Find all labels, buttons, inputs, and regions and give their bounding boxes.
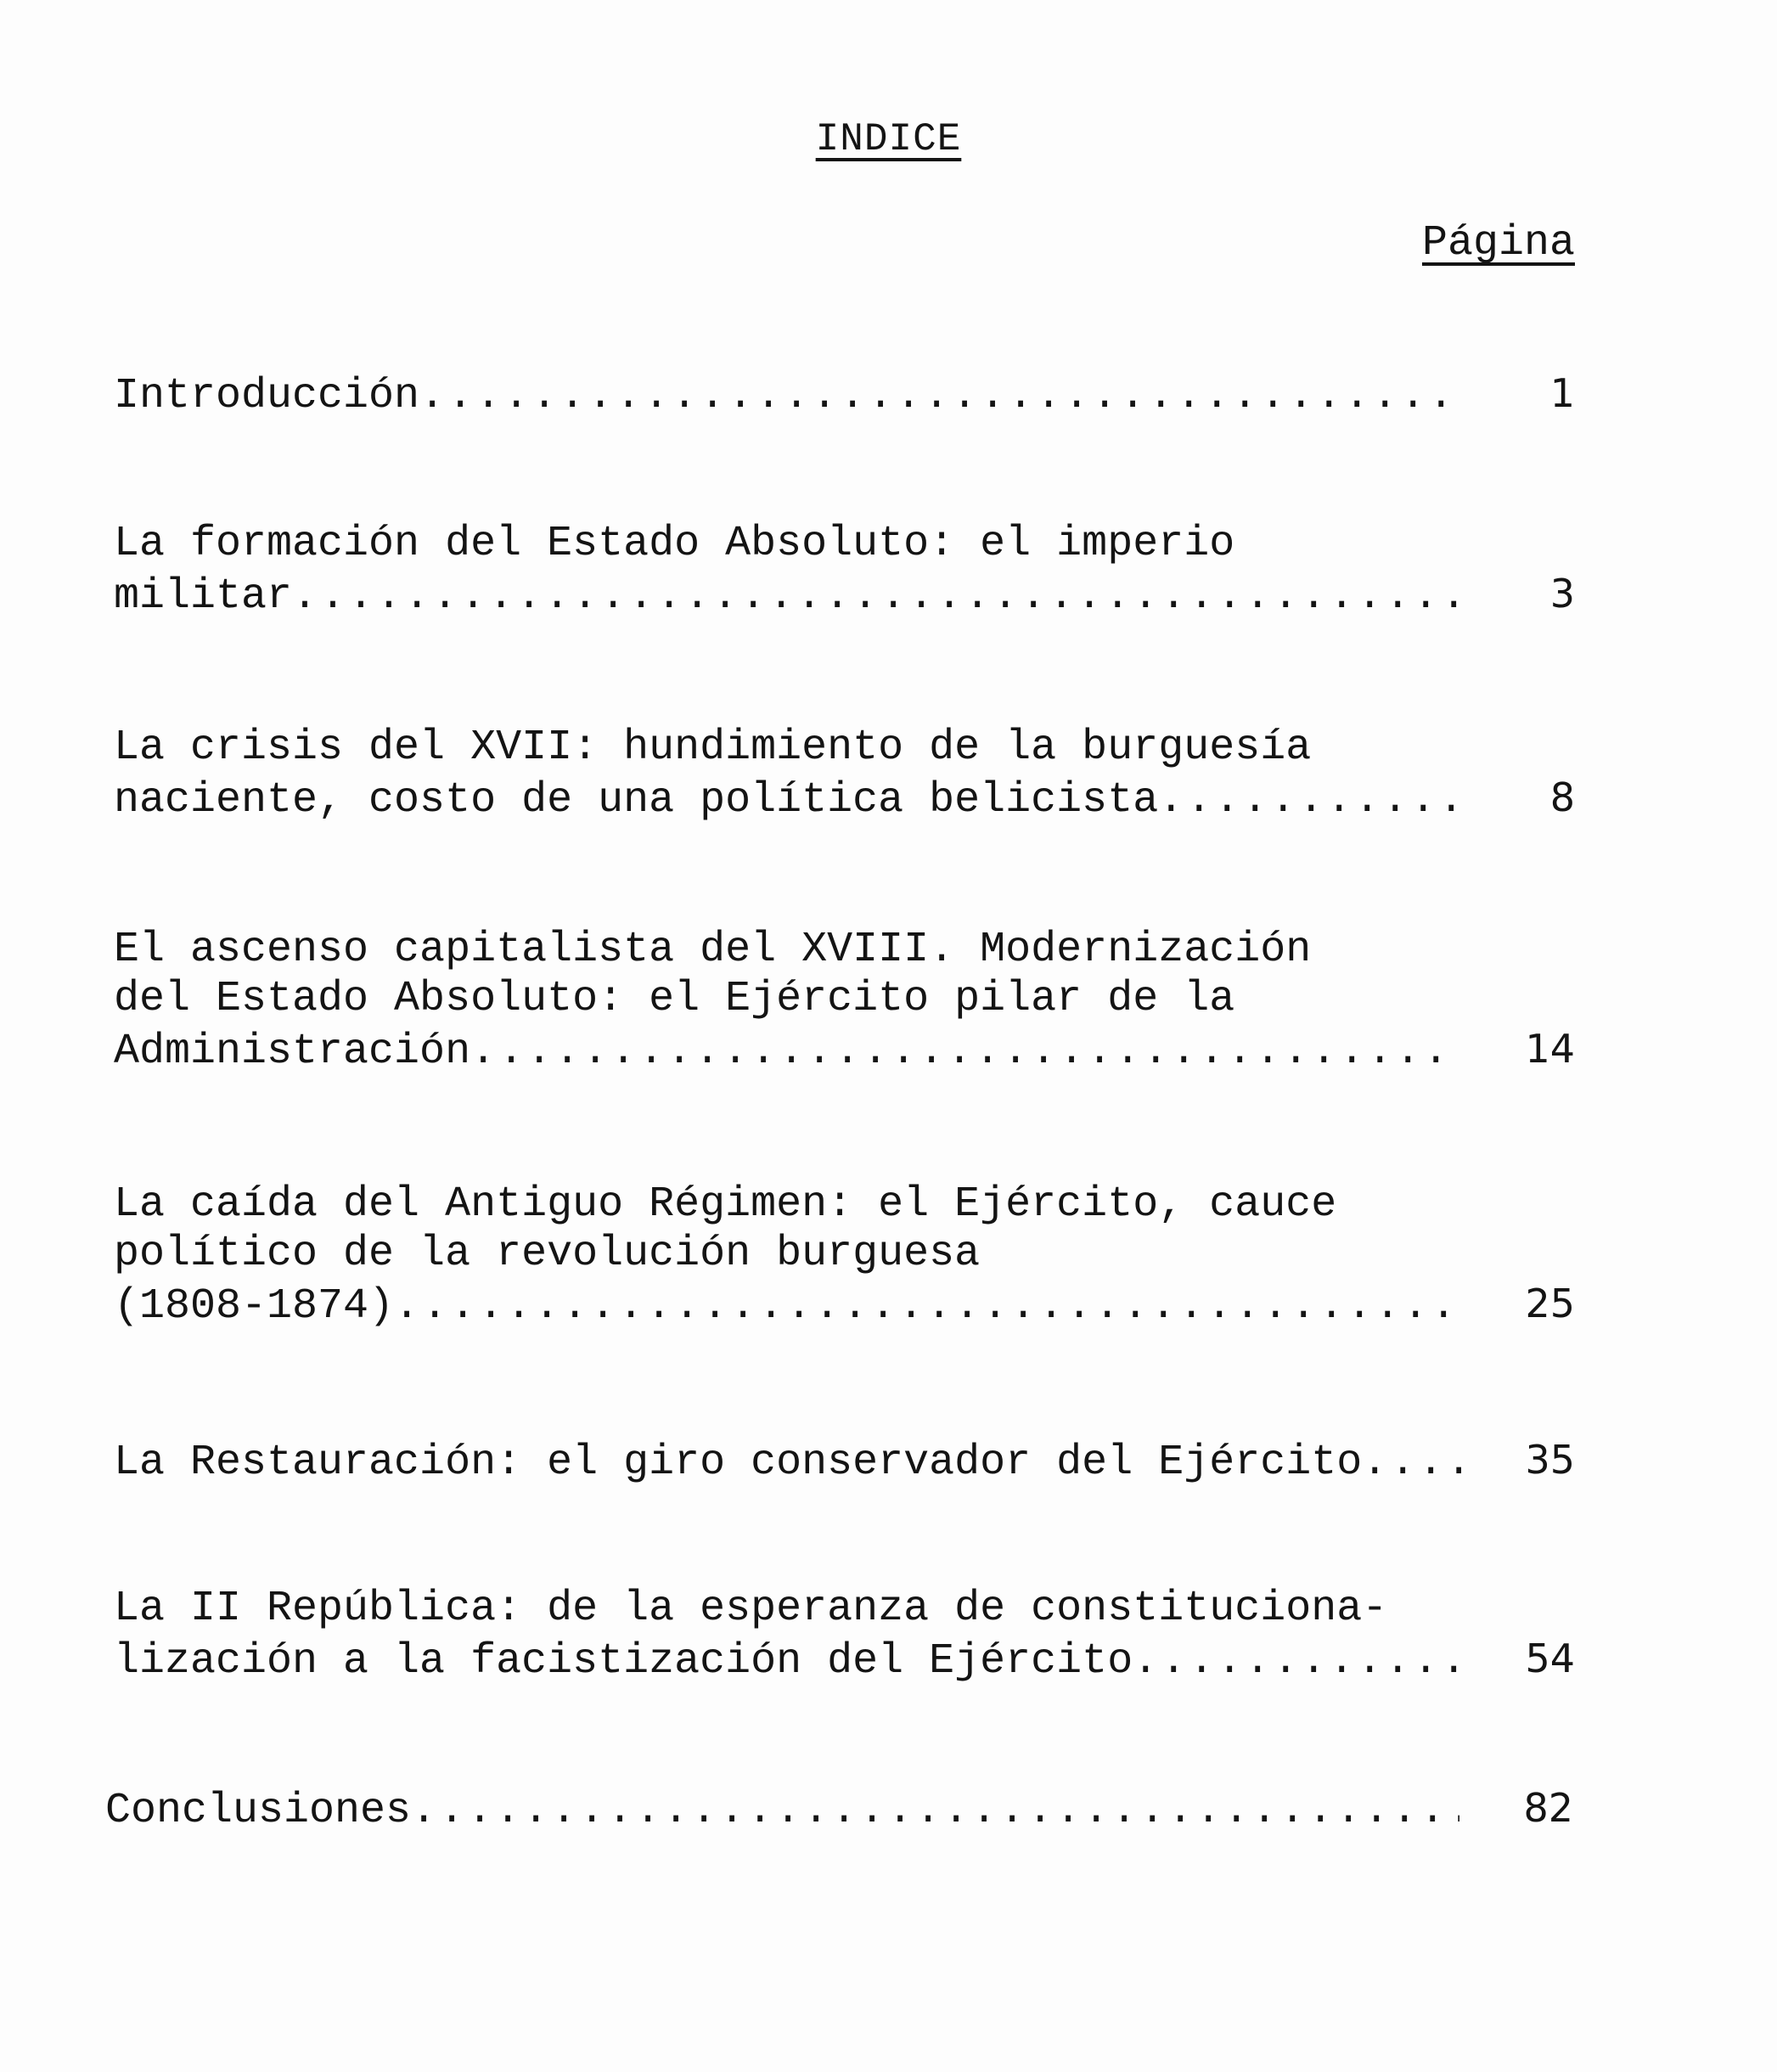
index-title xyxy=(0,117,1777,161)
toc-entry-line: La formación del Estado Absoluto: el imperio xyxy=(114,520,1235,568)
toc-entry-line: del Estado Absoluto: el Ejército pilar de la xyxy=(114,975,1235,1023)
toc-entry-last-line xyxy=(114,369,1575,421)
toc-entry-last-line xyxy=(114,569,1575,622)
toc-entry-last-line xyxy=(114,773,1575,825)
toc-entry-text: Conclusiones xyxy=(105,1787,412,1835)
toc-entry-line: La II República: de la esperanza de constituciona- xyxy=(114,1585,1388,1633)
toc-leader-dots xyxy=(394,1282,1461,1332)
toc-entry-line: La crisis del XVII: hundimiento de la burguesía xyxy=(114,724,1312,772)
toc-page-number: 14 xyxy=(1525,1026,1575,1072)
toc-entry-line: El ascenso capitalista del XVIII. Modernización xyxy=(114,926,1312,974)
toc-entry-last-line xyxy=(114,1634,1575,1686)
toc-entry-text: militar xyxy=(114,572,293,621)
toc-leader-dots xyxy=(1362,1439,1461,1488)
toc-entry-text: La Restauración: el giro conservador del Ejército xyxy=(114,1439,1363,1487)
toc-entry-estado-absoluto xyxy=(114,520,1575,622)
toc-leader-dots xyxy=(419,372,1461,421)
toc-leader-dots xyxy=(1133,1637,1461,1686)
toc-leader-dots xyxy=(470,1028,1461,1077)
toc-entry-text: lización a la facistización del Ejército xyxy=(114,1637,1133,1686)
toc-entry-line: La caída del Antiguo Régimen: el Ejército, cauce xyxy=(114,1180,1337,1229)
toc-entry-line: político de la revolución burguesa xyxy=(114,1230,981,1278)
toc-entry-conclusiones xyxy=(105,1783,1573,1836)
toc-entry-crisis-xvii xyxy=(114,724,1575,825)
toc-entry-last-line xyxy=(114,1279,1575,1332)
toc-page-number: 1 xyxy=(1549,370,1575,416)
toc-entry-text: Introducción xyxy=(114,372,420,420)
toc-page-number: 54 xyxy=(1525,1636,1575,1681)
toc-entry-text: Administración xyxy=(114,1028,471,1076)
toc-entry-last-line xyxy=(114,1024,1575,1077)
toc-entry-last-line xyxy=(114,1435,1575,1488)
toc-entry-last-line xyxy=(105,1783,1573,1836)
toc-leader-dots xyxy=(411,1787,1459,1836)
toc-page-number: 25 xyxy=(1525,1281,1575,1326)
toc-entry-introduccion xyxy=(114,369,1575,421)
index-title-text: INDICE xyxy=(815,117,962,161)
toc-entry-antiguo-regimen xyxy=(114,1180,1575,1332)
toc-entry-text: (1808-1874) xyxy=(114,1282,395,1331)
toc-page-number: 82 xyxy=(1523,1785,1573,1831)
toc-page-number: 35 xyxy=(1525,1437,1575,1483)
page-column-header: Página xyxy=(1421,219,1575,267)
toc-leader-dots xyxy=(1158,776,1461,825)
toc-entry-restauracion xyxy=(114,1435,1575,1488)
toc-leader-dots xyxy=(292,572,1461,622)
toc-page-number: 3 xyxy=(1549,571,1575,617)
toc-entry-text: naciente, costo de una política belicista xyxy=(114,776,1159,825)
toc-entry-ii-republica xyxy=(114,1585,1575,1686)
toc-entry-ascenso-xviii xyxy=(114,926,1575,1077)
toc-page-number: 8 xyxy=(1549,774,1575,820)
